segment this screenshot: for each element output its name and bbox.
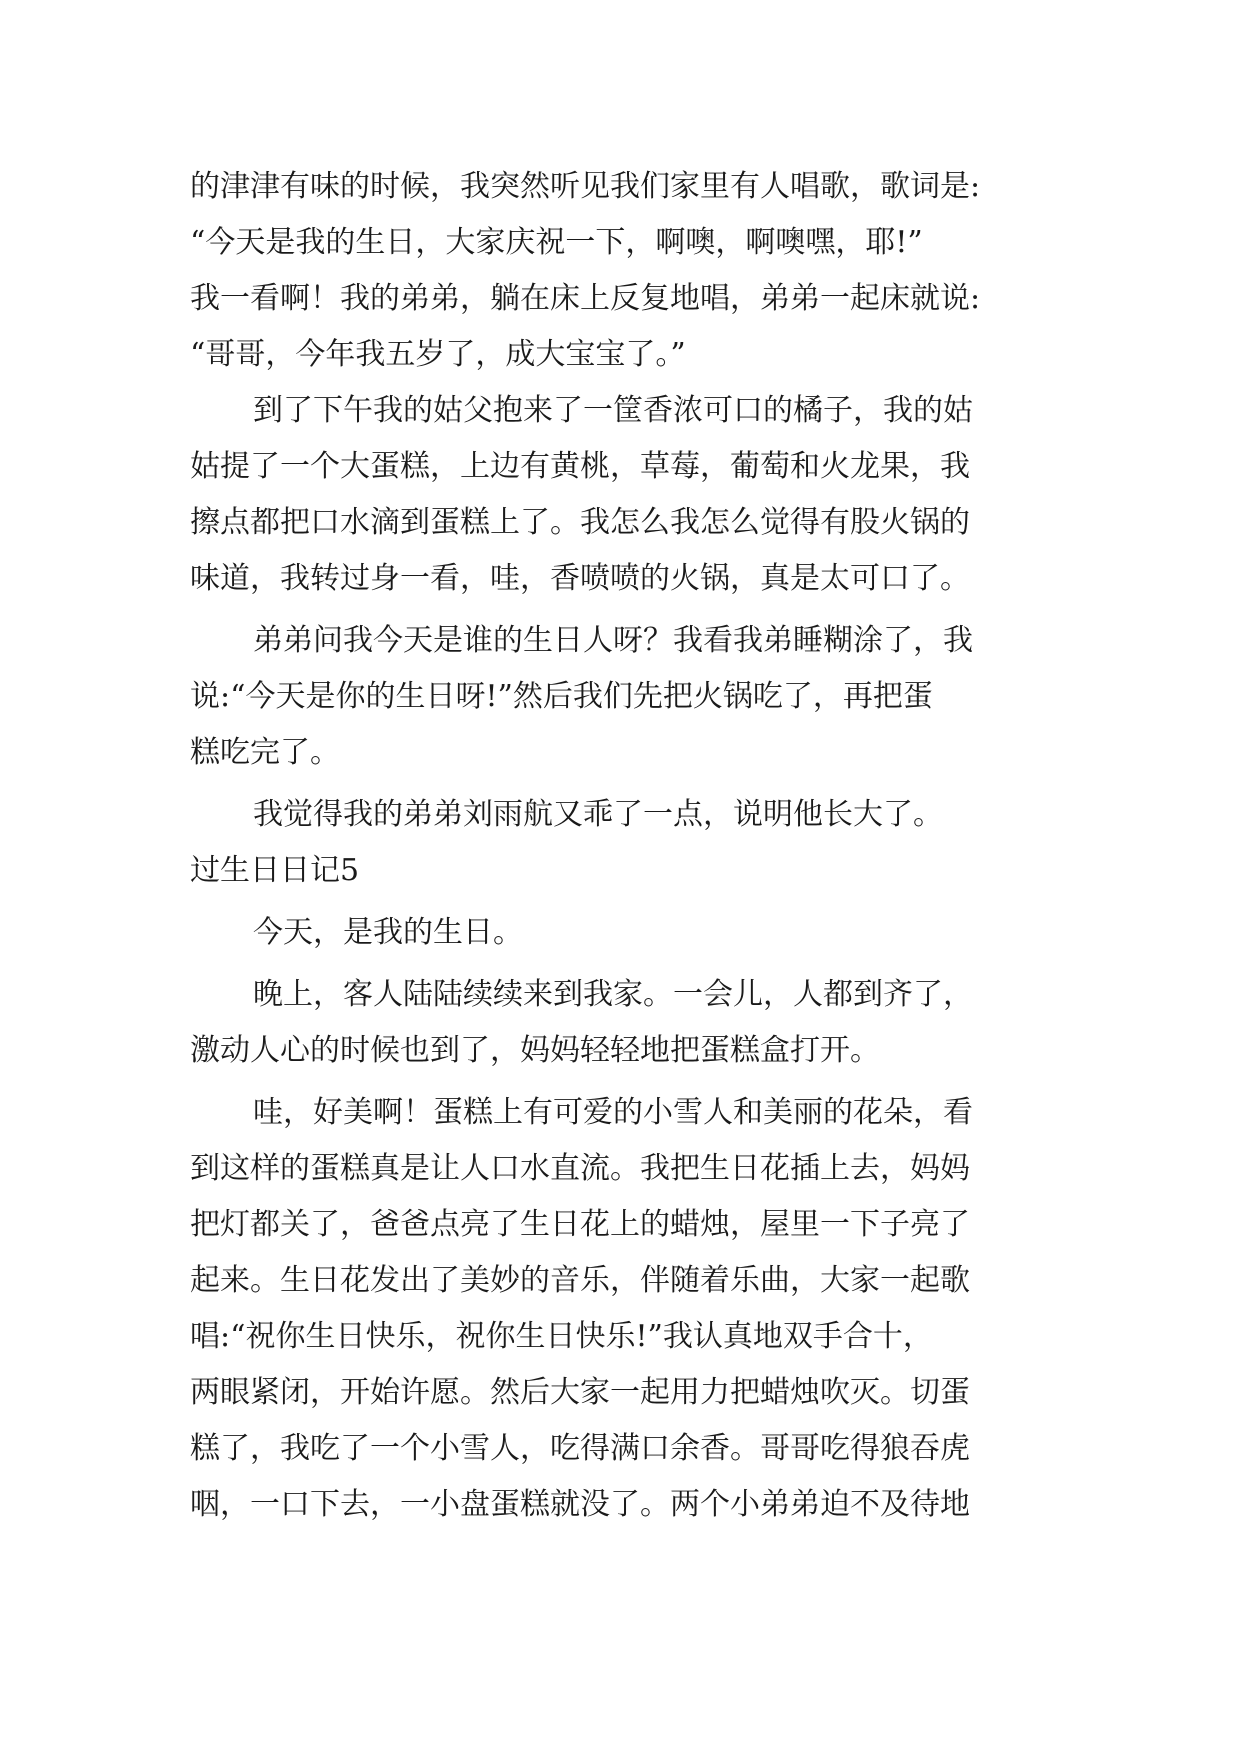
paragraph-first-line: 我觉得我的弟弟刘雨航又乖了一点，说明他长大了。 bbox=[253, 797, 943, 832]
paragraph-first-line: 晚上，客人陆陆续续来到我家。一会儿，人都到齐了， bbox=[253, 977, 973, 1012]
paragraph-first-line: 哇，好美啊！蛋糕上有可爱的小雪人和美丽的花朵，看 bbox=[253, 1095, 973, 1130]
text-line: 的津津有味的时候，我突然听见我们家里有人唱歌，歌词是: bbox=[190, 169, 981, 204]
text-line: 两眼紧闭，开始许愿。然后大家一起用力把蜡烛吹灭。切蛋 bbox=[190, 1375, 970, 1410]
text-line: 糕吃完了。 bbox=[190, 735, 340, 770]
text-line: 姑提了一个大蛋糕，上边有黄桃，草莓，葡萄和火龙果，我 bbox=[190, 449, 970, 484]
text-line: 擦点都把口水滴到蛋糕上了。我怎么我怎么觉得有股火锅的 bbox=[190, 505, 970, 540]
text-line: 把灯都关了，爸爸点亮了生日花上的蜡烛，屋里一下子亮了 bbox=[190, 1207, 970, 1242]
text-line: 糕了，我吃了一个小雪人，吃得满口余香。哥哥吃得狼吞虎 bbox=[190, 1431, 970, 1466]
paragraph-first-line: 到了下午我的姑父抱来了一筐香浓可口的橘子，我的姑 bbox=[253, 393, 973, 428]
text-line: 咽，一口下去，一小盘蛋糕就没了。两个小弟弟迫不及待地 bbox=[190, 1487, 970, 1522]
text-line: 味道，我转过身一看，哇，香喷喷的火锅，真是太可口了。 bbox=[190, 561, 970, 596]
text-line: 激动人心的时候也到了，妈妈轻轻地把蛋糕盒打开。 bbox=[190, 1033, 880, 1068]
paragraph-first-line: 弟弟问我今天是谁的生日人呀？我看我弟睡糊涂了，我 bbox=[253, 623, 973, 658]
paragraph-first-line: 今天，是我的生日。 bbox=[253, 915, 523, 950]
section-heading: 过生日日记5 bbox=[190, 853, 360, 888]
text-line: 到这样的蛋糕真是让人口水直流。我把生日花插上去，妈妈 bbox=[190, 1151, 970, 1186]
text-line: “今天是我的生日，大家庆祝一下，啊噢，啊噢嘿，耶!” bbox=[190, 225, 923, 260]
text-line: 起来。生日花发出了美妙的音乐，伴随着乐曲，大家一起歌 bbox=[190, 1263, 970, 1298]
text-line: 我一看啊！我的弟弟，躺在床上反复地唱，弟弟一起床就说: bbox=[190, 281, 981, 316]
text-line: “哥哥，今年我五岁了，成大宝宝了。” bbox=[190, 337, 686, 372]
text-line: 说:“今天是你的生日呀!”然后我们先把火锅吃了，再把蛋 bbox=[190, 679, 933, 714]
text-line: 唱:“祝你生日快乐，祝你生日快乐!”我认真地双手合十， bbox=[190, 1319, 933, 1354]
